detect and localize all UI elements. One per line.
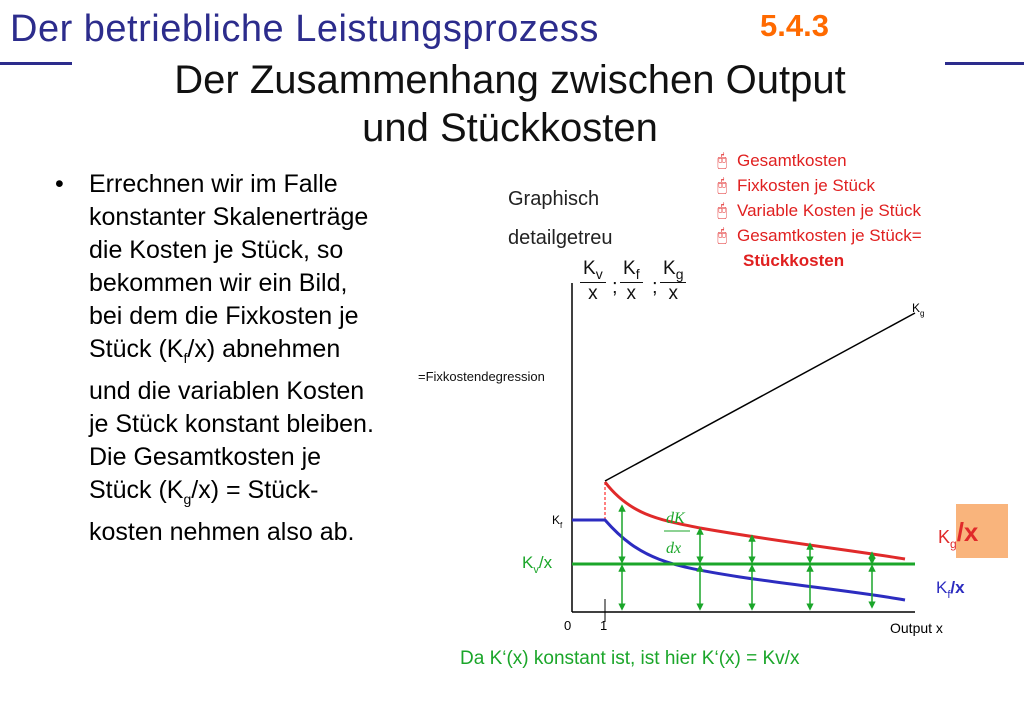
frac-num-main: K [623, 258, 636, 279]
bullet-line: bei dem die Fixkosten je [89, 302, 359, 330]
frac-num-main: K [583, 258, 596, 279]
mouse-icon: 🖰 [717, 176, 728, 195]
kf-axis-label: $K_f$ [552, 513, 563, 530]
bullet-line: kosten nehmen also ab. [89, 518, 355, 546]
bullet-text: /x) = Stück- [191, 476, 319, 504]
slide-title-line-1: Der Zusammenhang zwischen Output [174, 58, 846, 102]
separator: ; [652, 276, 658, 298]
bullet-subscript: f [183, 350, 188, 366]
bullet-dot: • [55, 170, 64, 198]
fixkostendegression-label: =Fixkostendegression [418, 369, 545, 384]
bullet-line: Die Gesamtkosten je [89, 443, 322, 471]
kv-x-label: $K_v/x$ [522, 553, 553, 576]
fraction-denominator: x [588, 282, 598, 304]
bullet-line: bekommen wir ein Bild, [89, 269, 348, 297]
bullet-line: und die variablen Kosten [89, 377, 365, 405]
graph-label-detailgetreu: detailgetreu [508, 227, 613, 249]
legend-item-stueckkosten: Stückkosten [743, 251, 845, 270]
origin-label: 0 [564, 618, 572, 633]
kg-line-label: $K_g$ [912, 301, 925, 318]
output-x-label: Output x [890, 620, 943, 636]
bullet-line: je Stück konstant bleiben. [89, 410, 374, 438]
bullet-line: konstanter Skalenerträge [89, 203, 369, 231]
fraction-denominator: x [626, 282, 637, 304]
frac-num-sub: f [635, 265, 640, 282]
bullet-subscript: g [183, 491, 192, 507]
kg-x-curve [605, 482, 905, 559]
slide-title-line-2: und Stückkosten [362, 106, 658, 150]
kf-x-label: $K_f/x$ [936, 578, 965, 601]
separator: ; [612, 276, 618, 298]
mouse-icon: 🖰 [717, 201, 728, 220]
bullet-line: die Kosten je Stück, so [89, 236, 344, 264]
frac-num-main: K [663, 258, 676, 279]
bullet-text: Stück (K [89, 476, 184, 504]
fraction-denominator: x [668, 282, 678, 304]
section-number: 5.4.3 [760, 8, 829, 43]
bullet-line: Errechnen wir im Falle [89, 170, 338, 198]
mouse-icon: 🖰 [717, 151, 728, 170]
footer-note: Da K‘(x) konstant ist, ist hier K‘(x) = Kv/x [460, 648, 800, 669]
bullet-text: /x) abnehmen [187, 335, 341, 363]
legend-text: Variable Kosten je Stück [737, 201, 921, 220]
header-title: Der betriebliche Leistungsprozess [10, 8, 599, 50]
frac-num-sub: g [675, 265, 684, 282]
bullet-text: Stück (K [89, 335, 184, 363]
graph-label-graphisch: Graphisch [508, 188, 600, 210]
kg-total-cost-line [605, 313, 915, 481]
legend-text: Gesamtkosten je Stück= [737, 226, 922, 245]
frac-num-sub: v [595, 265, 603, 282]
legend-text: Fixkosten je Stück [737, 176, 875, 195]
legend-text: Gesamtkosten [737, 151, 847, 170]
x-tick-label-1: 1 [600, 618, 608, 633]
mouse-icon: 🖰 [717, 226, 728, 245]
kg-x-label: $K_g/x$ [938, 517, 979, 551]
dk-numerator: dK [666, 510, 685, 527]
dk-denominator: dx [666, 540, 682, 557]
